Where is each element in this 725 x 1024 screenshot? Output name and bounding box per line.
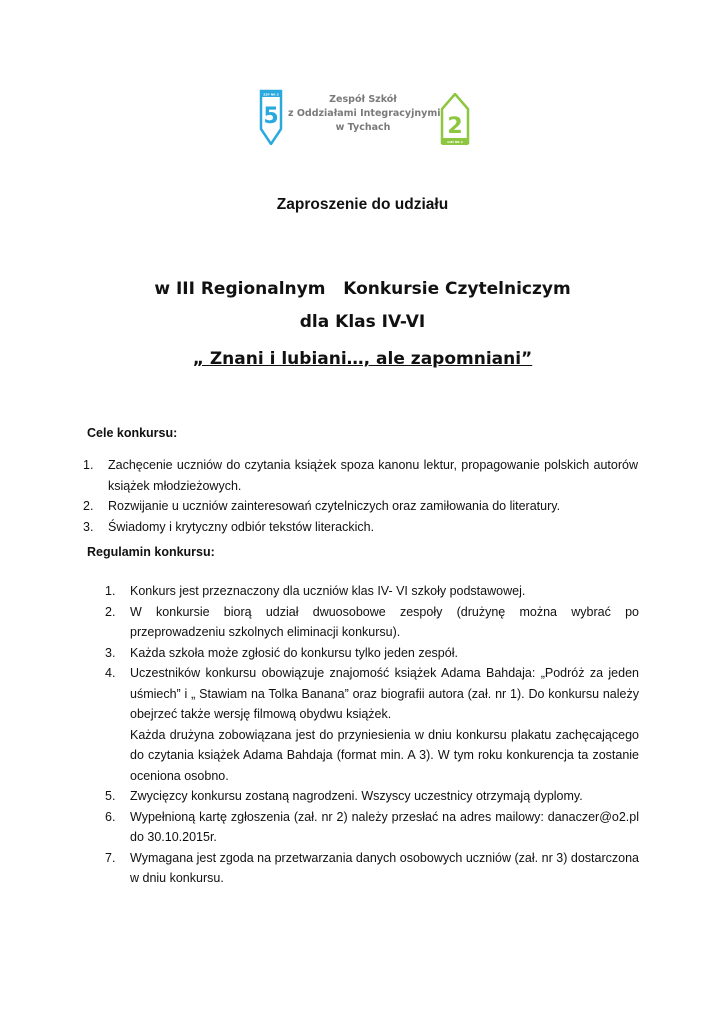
- contest-motto: „ Znani i lubiani…, ale zapomniani”: [192, 349, 533, 369]
- item-text: W konkursie biorą udział dwuosobowe zespoły (drużynę można wybrać po przeprowadzeniu szkolnych eliminacji konkursu).: [130, 604, 639, 639]
- item-text: Konkurs jest przeznaczony dla uczniów klas IV- VI szkoły podstawowej.: [130, 584, 526, 598]
- goals-label: Cele konkursu:: [87, 426, 178, 440]
- list-item: [105, 643, 639, 664]
- item-number: 1.: [83, 458, 94, 472]
- list-item: [105, 581, 639, 602]
- invitation-heading: Zaproszenie do udziału: [276, 196, 449, 213]
- school-name-line-3: w Tychach: [335, 122, 391, 133]
- contest-title-line-2: dla Klas IV-VI: [299, 312, 426, 332]
- contest-title-line-1: w III Regionalnym Konkursie Czytelniczym: [154, 279, 571, 299]
- list-item: [83, 496, 638, 517]
- item-extra-text: Każda drużyna zobowiązana jest do przyniesienia w dniu konkursu plakatu zachęcającego do czytania książek Adama Bahdaja (format min. A 3). W tym roku konkurencja ta zostanie oceniona osobno.: [130, 727, 639, 783]
- list-item: [83, 517, 638, 538]
- list-item: [105, 807, 639, 848]
- school-name-line-2: z Oddziałami Integracyjnymi: [288, 108, 441, 119]
- rules-list: [105, 581, 639, 889]
- item-text: Zwycięzcy konkursu zostaną nagrodzeni. Wszyscy uczestnicy otrzymają dyplomy.: [130, 789, 583, 803]
- item-text: Wypełnioną kartę zgłoszenia (zał. nr 2) należy przesłać na adres mailowy: danaczer@o2.pl do 30.10.2015r.: [130, 809, 639, 844]
- item-number: 2.: [83, 499, 94, 513]
- item-text: Zachęcenie uczniów do czytania książek spoza kanonu lektur, propagowanie polskich autorów książek młodzieżowych.: [108, 458, 638, 493]
- item-number: 2.: [105, 604, 116, 619]
- rules-label: Regulamin konkursu:: [87, 545, 215, 559]
- item-text: Uczestników konkursu obowiązuje znajomość książek Adama Bahdaja: „Podróż za jeden uśmiech” i „ Stawiam na Tolka Banana” oraz biografii autora (zał. nr 1). Do konkursu należy obejrzeć także wersję filmową obydwu książek.: [130, 666, 639, 721]
- svg-text:GIM NR 2: GIM NR 2: [447, 140, 463, 144]
- svg-text:ZSP NR 5: ZSP NR 5: [263, 92, 279, 97]
- list-item: [105, 602, 639, 643]
- school-name-line-1: Zespół Szkół: [329, 94, 397, 105]
- list-item: [83, 455, 638, 496]
- logo-right-numeral: 2: [447, 114, 463, 139]
- school-logo: [258, 89, 473, 149]
- list-item: [105, 848, 639, 889]
- pen-nib-5-logo-icon: [258, 89, 284, 145]
- logo-left-numeral: 5: [263, 104, 279, 129]
- item-number: 3.: [83, 519, 94, 534]
- list-item: [105, 663, 639, 786]
- pen-nib-2-logo-icon: [440, 93, 470, 148]
- item-number: 1.: [105, 584, 116, 598]
- school-name: [288, 93, 441, 135]
- item-text: Wymagana jest zgoda na przetwarzania danych osobowych uczniów (zał. nr 3) dostarczona w dniu konkursu.: [130, 850, 639, 885]
- item-number: 7.: [105, 850, 116, 865]
- goals-list: [83, 455, 638, 537]
- list-item: [105, 786, 639, 807]
- item-number: 4.: [105, 666, 116, 680]
- item-text: Świadomy i krytyczny odbiór tekstów literackich.: [108, 519, 375, 534]
- item-number: 5.: [105, 789, 116, 803]
- item-text: Każda szkoła może zgłosić do konkursu tylko jeden zespół.: [130, 645, 458, 660]
- item-number: 3.: [105, 645, 116, 660]
- item-number: 6.: [105, 809, 116, 824]
- item-text: Rozwijanie u uczniów zainteresowań czytelniczych oraz zamiłowania do literatury.: [108, 499, 561, 513]
